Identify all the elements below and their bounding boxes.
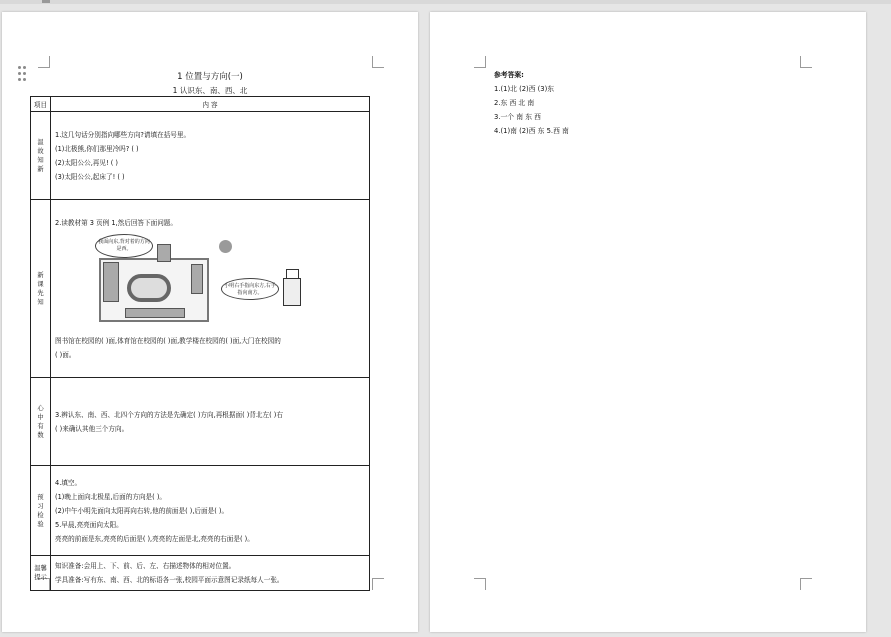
building-south bbox=[125, 308, 185, 318]
document-page-1 bbox=[2, 12, 418, 632]
content-line: (2)中午小明先面向太阳再向右转,他的前面是( ),后面是( )。 bbox=[55, 506, 229, 515]
answer-line: 4.(1)南 (2)西 东 5.西 南 bbox=[494, 127, 569, 135]
answer-line: 3.一个 南 东 西 bbox=[494, 113, 541, 121]
content-line: 亮亮的前面是东,亮亮的后面是( ),亮亮的左面是北,亮亮的右面是( )。 bbox=[55, 534, 254, 543]
robot-figure-icon bbox=[283, 278, 301, 306]
document-page-2 bbox=[430, 12, 866, 632]
content-line: ( )来确认其他三个方向。 bbox=[55, 424, 129, 433]
crop-mark bbox=[372, 578, 384, 590]
content-line: 学具准备:写有东、南、西、北的标语各一张,校园平面示意图记录纸每人一张。 bbox=[55, 576, 284, 584]
page-subtitle: 1 认识东、南、西、北 bbox=[172, 86, 248, 95]
table-row bbox=[31, 466, 370, 556]
campus-illustration bbox=[95, 234, 365, 330]
row-label: 温馨提示 bbox=[34, 565, 47, 581]
content-line: (1)晚上面向北极星,后面的方向是( )。 bbox=[55, 492, 166, 501]
row-content bbox=[51, 378, 370, 466]
table-header-row bbox=[31, 97, 370, 112]
speech-bubble-right: 小明右手指向东方,右手指向南方。 bbox=[221, 278, 279, 300]
crop-mark bbox=[474, 56, 486, 68]
sun-icon bbox=[219, 240, 232, 253]
row-label: 温故知新 bbox=[37, 138, 44, 173]
content-line: ( )面。 bbox=[55, 350, 76, 359]
crop-mark bbox=[800, 578, 812, 590]
table-row bbox=[31, 378, 370, 466]
content-line: 5.早晨,亮亮面向太阳。 bbox=[55, 520, 123, 529]
content-line: (1)北极熊,你们那里冷吗? ( ) bbox=[55, 144, 139, 153]
row-label: 新课先知 bbox=[37, 271, 44, 306]
worksheet-table bbox=[30, 96, 370, 591]
row-label: 预习检验 bbox=[37, 493, 44, 528]
header-content: 内 容 bbox=[51, 97, 370, 112]
content-line: 知识准备:会用上、下、前、后、左、右描述物体的相对位置。 bbox=[55, 562, 236, 570]
table-row bbox=[31, 200, 370, 378]
row-label: 心中有数 bbox=[37, 404, 44, 439]
window-top-strip bbox=[0, 0, 891, 4]
crop-mark bbox=[38, 56, 50, 68]
content-line: 3.辨认东、南、西、北四个方向的方法是先确定( )方向,再根据面( )背北左( )右 bbox=[55, 410, 283, 419]
row-content bbox=[51, 556, 370, 591]
answer-line: 1.(1)北 (2)西 (3)东 bbox=[494, 85, 555, 93]
crop-mark bbox=[800, 56, 812, 68]
page-title: 1 位置与方向(一) bbox=[177, 72, 243, 82]
crop-mark bbox=[474, 578, 486, 590]
crop-mark bbox=[372, 56, 384, 68]
building-north bbox=[157, 244, 171, 262]
running-track bbox=[127, 274, 171, 302]
content-line: 1.这几句话分别指向哪些方向?请填在括号里。 bbox=[55, 130, 191, 139]
content-line: (2)太阳公公,再见! ( ) bbox=[55, 158, 118, 167]
answer-key bbox=[494, 68, 569, 138]
content-line: (3)太阳公公,起床了! ( ) bbox=[55, 172, 125, 181]
building-east bbox=[191, 264, 203, 294]
answer-key-title: 参考答案: bbox=[494, 71, 524, 79]
row-content bbox=[51, 112, 370, 200]
tab-nub bbox=[42, 0, 50, 3]
row-content bbox=[51, 466, 370, 556]
content-line: 4.填空。 bbox=[55, 478, 82, 487]
building-west bbox=[103, 262, 119, 302]
header-item: 项目 bbox=[31, 97, 51, 112]
content-line: 2.读教材第 3 页例 1,然后回答下面问题。 bbox=[55, 218, 177, 227]
speech-bubble-left: 我面向东,背对着的方向是西。 bbox=[95, 234, 153, 258]
answer-line: 2.东 西 北 南 bbox=[494, 99, 535, 107]
row-content bbox=[51, 200, 370, 378]
campus-map-image bbox=[99, 258, 209, 322]
content-line: 图书馆在校园的( )面,体育馆在校园的( )面,教学楼在校园的( )面,大门在校园的 bbox=[55, 336, 281, 345]
table-row bbox=[31, 112, 370, 200]
table-row bbox=[31, 556, 370, 591]
